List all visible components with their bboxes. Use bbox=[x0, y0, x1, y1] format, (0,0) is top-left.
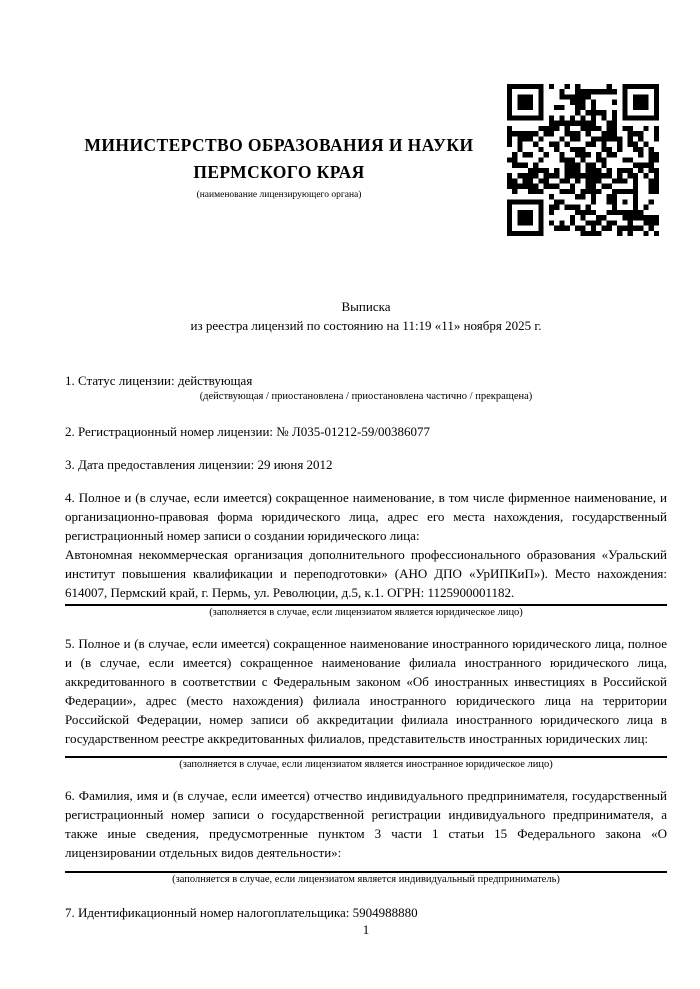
document-body bbox=[65, 297, 667, 922]
entrepreneur-caption: (заполняется в случае, если лицензиатом является индивидуальный предприниматель) bbox=[172, 874, 560, 885]
title-line2: из реестра лицензий по состоянию на 11:19 «11» ноября 2025 г. bbox=[190, 318, 542, 333]
taxpayer-id-text: 7. Идентификационный номер налогоплательщика: 5904988880 bbox=[65, 905, 418, 920]
document-title bbox=[65, 297, 667, 335]
title-line1: Выписка bbox=[341, 299, 391, 314]
item-license-status bbox=[65, 371, 667, 404]
item-registration-number bbox=[65, 422, 667, 441]
grant-date-text: 3. Дата предоставления лицензии: 29 июня 2012 bbox=[65, 457, 333, 472]
item-entrepreneur bbox=[65, 786, 667, 887]
license-status-caption: (действующая / приостановлена / приостановлена частично / прекращена) bbox=[199, 391, 533, 402]
item-legal-entity bbox=[65, 488, 667, 620]
legal-entity-label: 4. Полное и (в случае, если имеется) сокращенное наименование, в том числе фирменное наименование, и организационно-правовая форма юридического лица, адрес его места нахождения, государственный регистрационный номер записи о создании юридического лица: bbox=[65, 490, 667, 543]
legal-entity-value: Автономная некоммерческая организация дополнительного профессионального образования «Уральский институт повышения квалификации и переподготовки» (АНО ДПО «УрИПКиП»). Место нахождения: 614007, Пермский край, г. Пермь, ул. Революции, д.5, к.1. ОГРН: 1125900001182. bbox=[65, 547, 667, 600]
ministry-name-line1: МИНИСТЕРСТВО ОБРАЗОВАНИЯ И НАУКИ bbox=[84, 135, 474, 155]
qr-code-icon bbox=[507, 84, 659, 236]
foreign-entity-caption: (заполняется в случае, если лицензиатом является иностранное юридическое лицо) bbox=[179, 759, 553, 770]
foreign-entity-label: 5. Полное и (в случае, если имеется) сокращенное наименование иностранного юридического лица, полное и (в случае, если имеется) сокращенное наименование филиала иностранного юридического лица, аккредитованного в соответствии с Федеральным законом «Об иностранных инвестициях в Российской Федерации», адрес (место нахождения) филиала иностранного юридического лица на территории Российской Федерации, номер записи об аккредитации филиала иностранного юридического лица в государственном реестре аккредитованных филиалов, представительств иностранных юридических лиц: bbox=[65, 636, 667, 746]
entrepreneur-label: 6. Фамилия, имя и (в случае, если имеется) отчество индивидуального предпринимателя, государственный регистрационный номер записи о государственной регистрации индивидуального предпринимателя, а также иные сведения, предусмотренные пунктом 3 части 1 статьи 15 Федерального закона «О лицензировании отдельных видов деятельности»: bbox=[65, 788, 667, 860]
license-status-text: 1. Статус лицензии: действующая bbox=[65, 373, 253, 388]
item-foreign-entity bbox=[65, 634, 667, 772]
page-number: 1 bbox=[362, 922, 370, 937]
authority-caption: (наименование лицензирующего органа) bbox=[196, 190, 362, 200]
item-taxpayer-id bbox=[65, 903, 667, 922]
legal-entity-caption: (заполняется в случае, если лицензиатом является юридическое лицо) bbox=[209, 607, 523, 618]
item-grant-date bbox=[65, 455, 667, 474]
registration-number-text: 2. Регистрационный номер лицензии: № Л035-01212-59/00386077 bbox=[65, 424, 431, 439]
licensing-authority-header bbox=[63, 132, 495, 200]
ministry-name-line2: ПЕРМСКОГО КРАЯ bbox=[193, 162, 365, 182]
